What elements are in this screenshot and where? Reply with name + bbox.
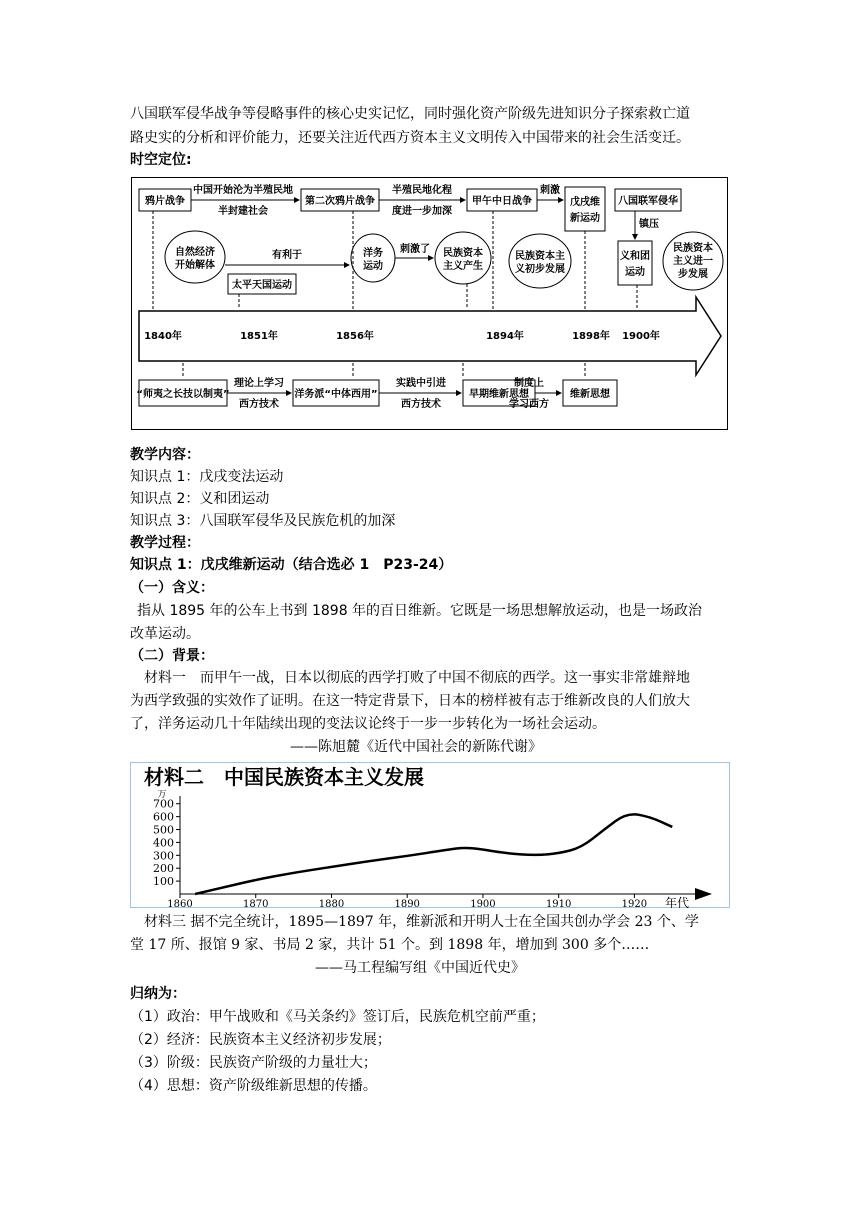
x-tick-label: 1910 (545, 899, 572, 908)
material3-line-2: 堂 17 所、报馆 9 家、书局 2 家，共计 51 个。到 1898 年，增加到 300 多个…… (130, 937, 650, 953)
x-axis-label: 年代 (664, 896, 690, 908)
y-tick-label: 300 (153, 849, 174, 863)
teaching-item-3: 知识点 3：八国联军侵华及民族危机的加深 (130, 513, 396, 529)
circle-westernization-a: 洋务 (363, 248, 383, 259)
link-learn-west: 学习西方 (509, 399, 549, 410)
summary-item-4: （4）思想：资产阶级维新思想的传播。 (130, 1078, 377, 1094)
y-tick-label: 100 (153, 875, 174, 889)
box-taiping: 太平天国运动 (232, 280, 292, 291)
link-semi-feudal: 半封建社会 (218, 206, 268, 217)
label-stimulated: 刺激了 (400, 244, 430, 255)
link-semi-colonial: 中国开始沦为半殖民地 (193, 185, 293, 196)
year-1900: 1900年 (622, 331, 660, 342)
intro-line-2: 路史实的分析和评价能力，还要关注近代西方资本主义文明传入中国带来的社会生活变迁。 (130, 130, 690, 146)
circle-westernization-b: 运动 (363, 261, 383, 272)
link-practice-tech: 西方技术 (401, 399, 441, 410)
circle-capital-further-a: 民族资本 (673, 243, 713, 254)
circle-capital-further-b: 主义进一 (673, 256, 713, 267)
summary-item-2: （2）经济：民族资本主义经济初步发展； (130, 1032, 391, 1048)
circle-capital-further-c: 步发展 (678, 269, 708, 280)
year-1856: 1856年 (336, 331, 374, 342)
y-tick-label: 700 (153, 797, 174, 811)
x-tick-label: 1860 (167, 899, 193, 908)
box-second-opium-war: 第二次鸦片战争 (305, 196, 375, 207)
circle-capital-early-b: 义初步发展 (515, 264, 565, 275)
x-tick-label: 1900 (470, 899, 496, 908)
background-heading: （二）背景： (130, 648, 214, 664)
circle-natural-economy-a: 自然经济 (175, 247, 215, 258)
teaching-content-heading: 教学内容： (130, 447, 200, 463)
box-sino-japanese-war: 甲午中日战争 (472, 196, 532, 207)
meaning-line-2: 改革运动。 (130, 626, 200, 642)
box-reform-a: 戊戌维 (570, 197, 600, 208)
material3-line-1: 材料三 据不完全统计，1895—1897 年，维新派和开明人士在全国共创办学会 23 个、学 (144, 914, 699, 930)
summary-item-3: （3）阶级：民族资产阶级的力量壮大； (130, 1055, 377, 1071)
intro-line-1: 八国联军侵华战争等侵略事件的核心史实记忆，同时强化资产阶级先进知识分子探索救亡道 (130, 106, 690, 122)
y-tick-label: 500 (153, 823, 174, 837)
circle-capital-born-a: 民族资本 (443, 248, 483, 259)
year-1840: 1840年 (144, 331, 182, 342)
box-boxer-a: 义和团 (620, 251, 650, 262)
x-tick-label: 1920 (621, 899, 648, 908)
link-suppress: 镇压 (639, 219, 659, 230)
circle-capital-early-a: 民族资本主 (515, 251, 565, 262)
x-tick-label: 1870 (243, 899, 269, 908)
material1-source: ——陈旭麓《近代中国社会的新陈代谢》 (290, 739, 542, 755)
meaning-heading: （一）含义： (130, 580, 214, 596)
link-theory-tech: 西方技术 (239, 399, 279, 410)
spacetime-heading: 时空定位: (130, 152, 192, 168)
chart-title: 材料二 中国民族资本主义发展 (144, 765, 424, 789)
box-boxer-b: 运动 (625, 267, 645, 278)
link-stimulate: 刺激 (540, 185, 560, 196)
link-deepen-a: 半殖民地化程 (392, 185, 452, 196)
box-reform-thought: 维新思想 (570, 389, 610, 400)
material1-line-2: 为西学致强的实效作了证明。在这一特定背景下，日本的榜样被有志于维新改良的人们放大 (130, 693, 690, 709)
y-tick-label: 400 (153, 836, 174, 850)
y-tick-label: 200 (153, 862, 174, 876)
link-system: 制度上 (514, 378, 544, 389)
year-1898: 1898年 (572, 331, 610, 342)
material3-source: ——马工程编写组《中国近代史》 (315, 960, 525, 976)
teaching-item-1: 知识点 1：戊戌变法运动 (130, 469, 284, 485)
teaching-item-2: 知识点 2：义和团运动 (130, 491, 270, 507)
summary-item-1: （1）政治：甲午战败和《马关条约》签订后，民族危机空前严重； (130, 1009, 545, 1025)
label-favorable: 有利于 (272, 250, 302, 261)
year-1851: 1851年 (240, 331, 278, 342)
box-learn-west: “师夷之长技以制夷” (136, 389, 230, 400)
summary-heading: 归纳为： (130, 986, 186, 1002)
material1-line-1: 材料一 而甲午一战，日本以彻底的西学打败了中国不彻底的西学。这一事实非常雄辩地 (144, 670, 690, 686)
box-zhongti-xiyong: 洋务派“中体西用” (294, 389, 378, 400)
box-early-reform-thought: 早期维新思想 (469, 389, 529, 400)
kp1-heading: 知识点 1：戊戌维新运动（结合选必 1 P23-24） (130, 557, 453, 573)
year-1894: 1894年 (486, 331, 524, 342)
timeline-diagram (131, 177, 728, 430)
box-eight-nation: 八国联军侵华 (618, 196, 678, 207)
x-tick-label: 1890 (394, 899, 420, 908)
material1-line-3: 了，洋务运动几十年陆续出现的变法议论终于一步一步转化为一场社会运动。 (130, 716, 606, 732)
y-axis-label: 万 (157, 790, 167, 800)
y-tick-label: 600 (153, 810, 174, 824)
box-reform-b: 新运动 (570, 213, 600, 224)
link-practice-intro: 实践中引进 (396, 378, 446, 389)
capitalism-development-chart (130, 762, 730, 908)
link-theory-learn: 理论上学习 (234, 378, 284, 389)
link-deepen-b: 度进一步加深 (392, 206, 452, 217)
circle-capital-born-b: 主义产生 (443, 261, 483, 272)
box-opium-war: 鸦片战争 (145, 196, 185, 207)
x-tick-label: 1880 (318, 899, 345, 908)
meaning-line-1: 指从 1895 年的公车上书到 1898 年的百日维新。它既是一场思想解放运动，也是一场政治 (137, 603, 703, 619)
circle-natural-economy-b: 开始解体 (175, 260, 215, 271)
process-heading: 教学过程： (130, 535, 200, 551)
